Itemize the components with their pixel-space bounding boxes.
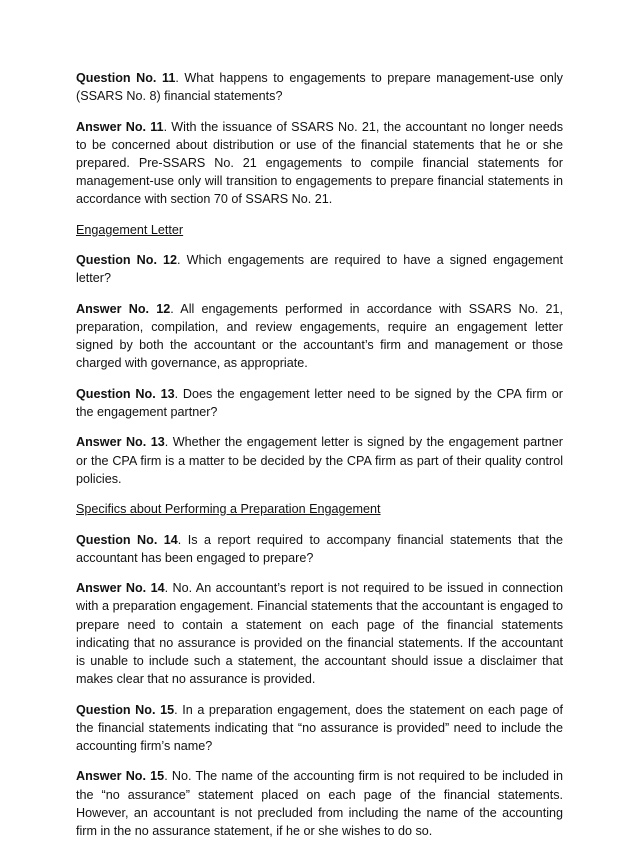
- answer-12-label: Answer No. 12: [76, 301, 171, 316]
- question-13-label: Question No. 13: [76, 386, 175, 401]
- answer-15: [76, 767, 563, 840]
- answer-11-text: . With the issuance of SSARS No. 21, the accountant no longer needs to be concerned about distribution or use of the financial statements that he or she prepared. Pre-SSARS No. 21 engagements to compile financial statements for management-use only will transition to engagements to prepare financial statements in accordance with section 70 of SSARS No. 21.: [76, 119, 564, 207]
- answer-12: [76, 300, 563, 373]
- answer-15-label: Answer No. 15: [76, 769, 165, 784]
- question-14: [76, 531, 563, 567]
- question-11-label: Question No. 11: [76, 71, 176, 85]
- answer-14-label: Answer No. 14: [76, 581, 165, 596]
- answer-15-text: . No. The name of the accounting firm is not required to be included in the “no assurance” statement placed on each page of the financial statements. However, an accountant is not precluded from including the name of the accounting firm in the no assurance statement, if he or she wishes to do so.: [76, 769, 563, 838]
- document-page: [76, 69, 563, 852]
- answer-11-label: Answer No. 11: [76, 119, 164, 134]
- question-11: [76, 69, 563, 105]
- question-15-label: Question No. 15: [76, 702, 175, 717]
- answer-14-text: . No. An accountant’s report is not required to be issued in connection with a preparation engagement. Financial statements that the accountant is engaged to prepare need to contain a statement on each page of the financial statements indicating that no assurance is provided on the financial statements. If the accountant is unable to include such a statement, the accountant should issue a disclaimer that makes clear that no assurance is provided.: [76, 581, 563, 687]
- answer-11: [76, 118, 563, 209]
- answer-12-text: . All engagements performed in accordance with SSARS No. 21, preparation, compilation, and review engagements, require an engagement letter signed by both the accountant or the accountant’s firm and management or those charged with governance, as appropriate.: [76, 301, 563, 371]
- section-heading-engagement-letter: Engagement Letter: [76, 222, 184, 237]
- question-15: [76, 701, 563, 756]
- question-12-text: . Which engagements are required to have a signed engagement letter?: [76, 253, 563, 286]
- question-14-text: . Is a report required to accompany financial statements that the accountant has been engaged to prepare?: [76, 532, 563, 565]
- section-heading-preparation-engagement: Specifics about Performing a Preparation Engagement: [76, 502, 381, 517]
- question-12: [76, 251, 563, 287]
- question-13: [76, 385, 563, 421]
- question-13-text: . Does the engagement letter need to be signed by the CPA firm or the engagement partner?: [76, 386, 563, 419]
- answer-13: [76, 433, 563, 488]
- question-14-label: Question No. 14: [76, 532, 178, 547]
- answer-13-text: . Whether the engagement letter is signed by the engagement partner or the CPA firm is a matter to be decided by the CPA firm as part of their quality control policies.: [76, 435, 563, 486]
- question-11-text: . What happens to engagements to prepare management-use only (SSARS No. 8) financial statements?: [76, 71, 563, 104]
- answer-13-label: Answer No. 13: [76, 435, 165, 450]
- question-12-label: Question No. 12: [76, 253, 178, 268]
- question-15-text: . In a preparation engagement, does the statement on each page of the financial statements indicating that “no assurance is provided” need to include the accounting firm’s name?: [76, 702, 563, 753]
- answer-14: [76, 579, 563, 688]
